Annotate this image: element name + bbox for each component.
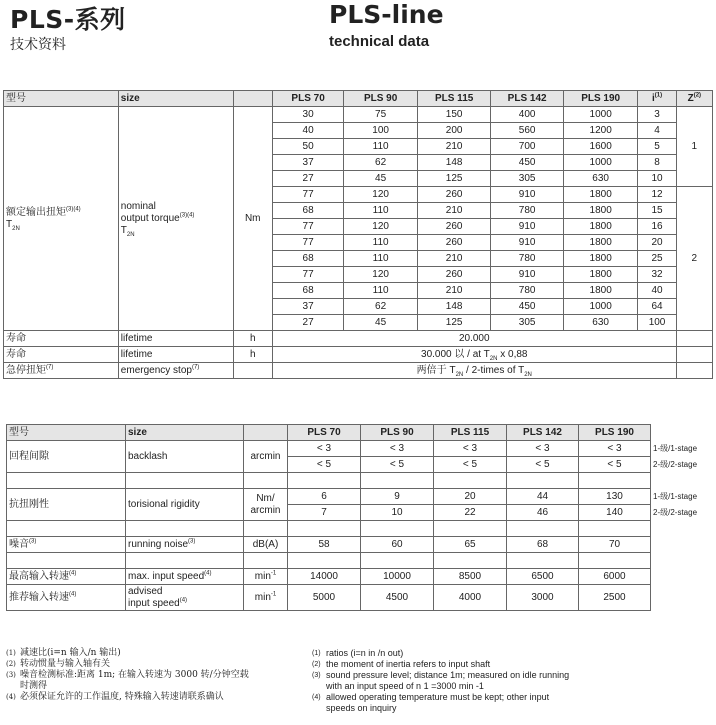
empty-cell bbox=[651, 585, 711, 611]
noise-unit: dB(A) bbox=[244, 537, 288, 553]
max-input-cell: 6500 bbox=[507, 569, 579, 585]
rigidity-cell: 20 bbox=[434, 489, 507, 505]
advised-input-label-en: advised input speed$^{(4)}$ bbox=[126, 585, 244, 611]
stage-label: 2-级/2-stage bbox=[653, 507, 698, 517]
backlash-cell: < 3 bbox=[361, 441, 434, 457]
footnote bbox=[6, 692, 296, 703]
model-header-cn: 型号 bbox=[7, 425, 126, 441]
size-col-header: PLS 190 bbox=[579, 425, 651, 441]
torque-cell: 68 bbox=[272, 251, 344, 267]
torque-cell: 210 bbox=[417, 139, 491, 155]
footnote-text: 减速比(i=n 输入/n 输出) bbox=[20, 648, 121, 658]
torque-cell: 1800 bbox=[563, 267, 638, 283]
backlash-cell: < 5 bbox=[288, 457, 361, 473]
lifetime2-unit: h bbox=[233, 347, 272, 363]
ratio-cell: 4 bbox=[638, 123, 676, 139]
torque-cell: 62 bbox=[344, 299, 418, 315]
advised-input-cell: 4500 bbox=[361, 585, 434, 611]
footnote-text: 必须保证允许的工作温度, 特殊输入转速请联系确认 bbox=[20, 692, 224, 702]
torque-cell: 450 bbox=[491, 299, 564, 315]
torque-cell: 45 bbox=[344, 171, 418, 187]
footnote bbox=[312, 703, 612, 714]
empty-cell bbox=[651, 569, 711, 585]
footnote-text: speeds on inquiry bbox=[326, 703, 397, 713]
size-col-header: PLS 115 bbox=[417, 91, 491, 107]
rigidity-cell: 6 bbox=[288, 489, 361, 505]
stage-label: 1-级/1-stage bbox=[653, 443, 698, 453]
size-col-header: PLS 90 bbox=[344, 91, 418, 107]
torque-cell: 100 bbox=[344, 123, 418, 139]
ratio-cell: 100 bbox=[638, 315, 676, 331]
size-col-header: PLS 142 bbox=[507, 425, 579, 441]
estop-value: 两倍于 $T_{2N}$ / 2-times of $T_{2N}$ bbox=[272, 363, 676, 379]
torque-cell: 1000 bbox=[563, 155, 638, 171]
torque-row bbox=[4, 107, 713, 123]
torque-cell: 120 bbox=[344, 219, 418, 235]
torque-cell: 1800 bbox=[563, 235, 638, 251]
max-input-label-en: max. input speed$^{(4)}$ bbox=[126, 569, 244, 585]
torque-cell: 77 bbox=[272, 235, 344, 251]
torque-cell: 1000 bbox=[563, 299, 638, 315]
page-title-cn: PLS-系列 bbox=[10, 5, 126, 34]
torque-cell: 77 bbox=[272, 219, 344, 235]
ratio-cell: 5 bbox=[638, 139, 676, 155]
torque-cell: 910 bbox=[491, 187, 564, 203]
noise-row bbox=[7, 537, 711, 553]
footnote-number: (3) bbox=[6, 671, 16, 679]
backlash-label-cn: 回程间隙 bbox=[7, 441, 126, 473]
torque-cell: 77 bbox=[272, 267, 344, 283]
torque-cell: 910 bbox=[491, 235, 564, 251]
ratio-header: $i^{(1)}$ bbox=[638, 91, 676, 107]
max-input-row bbox=[7, 569, 711, 585]
torque-cell: 45 bbox=[344, 315, 418, 331]
torque-cell: 1800 bbox=[563, 187, 638, 203]
footnote-number: (1) bbox=[312, 650, 321, 657]
ratio-cell: 8 bbox=[638, 155, 676, 171]
size-col-header: PLS 142 bbox=[491, 91, 564, 107]
torque-cell: 27 bbox=[272, 171, 344, 187]
perf-table-header bbox=[7, 425, 711, 441]
empty-cell bbox=[651, 425, 711, 441]
advised-input-cell: 2500 bbox=[579, 585, 651, 611]
footnote-text: ratios (i=n in /n out) bbox=[326, 648, 404, 658]
ratio-cell: 20 bbox=[638, 235, 676, 251]
torque-cell: 1800 bbox=[563, 203, 638, 219]
footnote-number: (4) bbox=[312, 694, 321, 701]
empty-cell bbox=[676, 347, 712, 363]
torque-cell: 27 bbox=[272, 315, 344, 331]
unit-header bbox=[244, 425, 288, 441]
ratio-cell: 32 bbox=[638, 267, 676, 283]
torque-cell: 210 bbox=[417, 251, 491, 267]
lifetime-value: 20.000 bbox=[272, 331, 676, 347]
torque-cell: 148 bbox=[417, 299, 491, 315]
noise-cell: 58 bbox=[288, 537, 361, 553]
rigidity-cell: 10 bbox=[361, 505, 434, 521]
torque-cell: 37 bbox=[272, 155, 344, 171]
backlash-cell: < 5 bbox=[579, 457, 651, 473]
backlash-cell: < 3 bbox=[434, 441, 507, 457]
advised-input-cell: 4000 bbox=[434, 585, 507, 611]
torque-cell: 1200 bbox=[563, 123, 638, 139]
backlash-cell: < 5 bbox=[361, 457, 434, 473]
lifetime-row bbox=[4, 331, 713, 347]
rigidity-cell: 9 bbox=[361, 489, 434, 505]
backlash-label-en: backlash bbox=[126, 441, 244, 473]
ratio-cell: 25 bbox=[638, 251, 676, 267]
page-title-en: PLS-line bbox=[329, 0, 444, 29]
size-header: size bbox=[118, 91, 233, 107]
footnote bbox=[6, 670, 296, 681]
size-col-header: PLS 115 bbox=[434, 425, 507, 441]
torque-cell: 125 bbox=[417, 315, 491, 331]
torque-cell: 120 bbox=[344, 187, 418, 203]
footnote bbox=[312, 692, 612, 703]
torque-cell: 1800 bbox=[563, 251, 638, 267]
rigidity-cell: 7 bbox=[288, 505, 361, 521]
footnote-text: with an input speed of n 1 =3000 min -1 bbox=[326, 681, 484, 691]
advised-input-unit: $\min^{-1}$ bbox=[244, 585, 288, 611]
noise-cell: 60 bbox=[361, 537, 434, 553]
model-header-cn: 型号 bbox=[4, 91, 119, 107]
torque-table bbox=[3, 90, 713, 379]
noise-cell: 68 bbox=[507, 537, 579, 553]
torque-cell: 110 bbox=[344, 235, 418, 251]
torque-cell: 630 bbox=[563, 315, 638, 331]
max-input-cell: 8500 bbox=[434, 569, 507, 585]
z-header: $Z^{(2)}$ bbox=[676, 91, 712, 107]
torque-cell: 125 bbox=[417, 171, 491, 187]
torque-cell: 910 bbox=[491, 219, 564, 235]
backlash-unit: arcmin bbox=[244, 441, 288, 473]
footnote-text: 时测得 bbox=[20, 681, 48, 691]
footnote-number: (2) bbox=[6, 660, 16, 668]
torque-cell: 50 bbox=[272, 139, 344, 155]
size-col-header: PLS 190 bbox=[563, 91, 638, 107]
footnote bbox=[312, 659, 612, 670]
noise-label-en: running noise$^{(3)}$ bbox=[126, 537, 244, 553]
rigidity-unit: Nm/ arcmin bbox=[244, 489, 288, 521]
noise-label-cn: 噪音$^{(3)}$ bbox=[7, 537, 126, 553]
empty-cell bbox=[676, 331, 712, 347]
footnote bbox=[6, 659, 296, 670]
torque-cell: 210 bbox=[417, 283, 491, 299]
backlash-cell: < 3 bbox=[288, 441, 361, 457]
backlash-cell: < 5 bbox=[434, 457, 507, 473]
rigidity-cell: 44 bbox=[507, 489, 579, 505]
footnote-text: allowed operating temperature must be kept; other input bbox=[326, 692, 550, 702]
footnote-text: 转动惯量与输入轴有关 bbox=[20, 659, 111, 669]
footnote bbox=[6, 648, 296, 659]
lifetime-label-en: lifetime bbox=[118, 331, 233, 347]
torque-cell: 37 bbox=[272, 299, 344, 315]
torque-cell: 260 bbox=[417, 187, 491, 203]
torque-cell: 75 bbox=[344, 107, 418, 123]
z-cell: 2 bbox=[676, 187, 712, 331]
lifetime2-value: 30.000 以 / at $T_{2N}$ x 0,88 bbox=[272, 347, 676, 363]
empty-cell bbox=[676, 363, 712, 379]
size-col-header: PLS 90 bbox=[361, 425, 434, 441]
torque-cell: 1800 bbox=[563, 219, 638, 235]
lifetime-label-cn: 寿命 bbox=[4, 331, 119, 347]
rigidity-cell: 130 bbox=[579, 489, 651, 505]
advised-input-cell: 5000 bbox=[288, 585, 361, 611]
torque-cell: 62 bbox=[344, 155, 418, 171]
footnote bbox=[312, 681, 612, 692]
ratio-cell: 40 bbox=[638, 283, 676, 299]
torque-table-header bbox=[4, 91, 713, 107]
performance-table bbox=[6, 424, 711, 611]
footnote-text: sound pressure level; distance 1m; measured on idle running bbox=[326, 670, 570, 680]
torque-cell: 305 bbox=[491, 315, 564, 331]
backlash-cell: < 3 bbox=[579, 441, 651, 457]
advised-input-label-cn: 推荐输入转速$^{(4)}$ bbox=[7, 585, 126, 611]
torque-cell: 210 bbox=[417, 203, 491, 219]
rigidity-cell: 140 bbox=[579, 505, 651, 521]
rigidity-cell: 22 bbox=[434, 505, 507, 521]
torque-cell: 120 bbox=[344, 267, 418, 283]
lifetime2-label-cn: 寿命 bbox=[4, 347, 119, 363]
torque-unit: Nm bbox=[233, 107, 272, 331]
torque-label-cn: 额定输出扭矩$^{(3)(4)}$ $T_{2N}$ bbox=[4, 107, 119, 331]
rigidity-label-cn: 抗扭刚性 bbox=[7, 489, 126, 521]
noise-cell: 70 bbox=[579, 537, 651, 553]
estop-label-en: emergency stop$^{(7)}$ bbox=[118, 363, 233, 379]
torque-cell: 910 bbox=[491, 267, 564, 283]
size-header: size bbox=[126, 425, 244, 441]
ratio-cell: 12 bbox=[638, 187, 676, 203]
footnote-number: (1) bbox=[6, 649, 16, 657]
ratio-cell: 10 bbox=[638, 171, 676, 187]
rigidity-row-1 bbox=[7, 489, 711, 505]
torque-cell: 780 bbox=[491, 203, 564, 219]
torque-cell: 1600 bbox=[563, 139, 638, 155]
noise-cell: 65 bbox=[434, 537, 507, 553]
footnote-number: (4) bbox=[6, 693, 16, 701]
torque-cell: 400 bbox=[491, 107, 564, 123]
torque-cell: 68 bbox=[272, 203, 344, 219]
ratio-cell: 3 bbox=[638, 107, 676, 123]
ratio-cell: 15 bbox=[638, 203, 676, 219]
torque-cell: 630 bbox=[563, 171, 638, 187]
torque-cell: 700 bbox=[491, 139, 564, 155]
torque-cell: 110 bbox=[344, 139, 418, 155]
footnote-text: 噪音检测标准:距离 1m; 在输入转速为 3000 转/分钟空载 bbox=[20, 670, 249, 680]
footnote-number: (3) bbox=[312, 672, 321, 679]
max-input-cell: 14000 bbox=[288, 569, 361, 585]
max-input-cell: 6000 bbox=[579, 569, 651, 585]
rigidity-cell: 46 bbox=[507, 505, 579, 521]
max-input-label-cn: 最高输入转速$^{(4)}$ bbox=[7, 569, 126, 585]
footnote-number: (2) bbox=[312, 661, 321, 668]
estop-row bbox=[4, 363, 713, 379]
torque-cell: 200 bbox=[417, 123, 491, 139]
lifetime-unit: h bbox=[233, 331, 272, 347]
advised-input-row bbox=[7, 585, 711, 611]
estop-label-cn: 急停扭矩$^{(7)}$ bbox=[4, 363, 119, 379]
stage-label: 1-级/1-stage bbox=[653, 491, 698, 501]
torque-cell: 1800 bbox=[563, 283, 638, 299]
torque-cell: 40 bbox=[272, 123, 344, 139]
footnote bbox=[312, 670, 612, 681]
size-col-header: PLS 70 bbox=[272, 91, 344, 107]
backlash-row-1 bbox=[7, 441, 711, 457]
spacer-row bbox=[7, 473, 711, 489]
footnotes-cn bbox=[6, 648, 296, 703]
torque-cell: 110 bbox=[344, 203, 418, 219]
torque-cell: 780 bbox=[491, 251, 564, 267]
backlash-cell: < 5 bbox=[507, 457, 579, 473]
lifetime2-label-en: lifetime bbox=[118, 347, 233, 363]
subtitle-cn: 技术资料 bbox=[10, 37, 66, 53]
lifetime2-row bbox=[4, 347, 713, 363]
spacer-row bbox=[7, 553, 711, 569]
rigidity-label-en: torisional rigidity bbox=[126, 489, 244, 521]
torque-cell: 560 bbox=[491, 123, 564, 139]
empty-cell bbox=[233, 363, 272, 379]
advised-input-cell: 3000 bbox=[507, 585, 579, 611]
size-col-header: PLS 70 bbox=[288, 425, 361, 441]
torque-cell: 148 bbox=[417, 155, 491, 171]
torque-cell: 450 bbox=[491, 155, 564, 171]
torque-cell: 110 bbox=[344, 251, 418, 267]
empty-cell bbox=[651, 537, 711, 553]
subtitle-en: technical data bbox=[329, 33, 430, 50]
torque-cell: 780 bbox=[491, 283, 564, 299]
torque-cell: 260 bbox=[417, 219, 491, 235]
max-input-unit: $\min^{-1}$ bbox=[244, 569, 288, 585]
torque-label-en: nominal output torque$^{(3)(4)}$ $T_{2N}$ bbox=[118, 107, 233, 331]
ratio-cell: 64 bbox=[638, 299, 676, 315]
unit-header bbox=[233, 91, 272, 107]
z-cell: 1 bbox=[676, 107, 712, 187]
ratio-cell: 16 bbox=[638, 219, 676, 235]
spacer-row bbox=[7, 521, 711, 537]
torque-cell: 1000 bbox=[563, 107, 638, 123]
max-input-cell: 10000 bbox=[361, 569, 434, 585]
footnote-text: the moment of inertia refers to input shaft bbox=[326, 659, 491, 669]
footnotes-en bbox=[312, 648, 612, 714]
torque-cell: 260 bbox=[417, 235, 491, 251]
torque-cell: 110 bbox=[344, 283, 418, 299]
footnote bbox=[6, 681, 296, 692]
torque-cell: 77 bbox=[272, 187, 344, 203]
torque-cell: 68 bbox=[272, 283, 344, 299]
torque-cell: 260 bbox=[417, 267, 491, 283]
backlash-cell: < 3 bbox=[507, 441, 579, 457]
torque-cell: 30 bbox=[272, 107, 344, 123]
stage-label: 2-级/2-stage bbox=[653, 459, 698, 469]
torque-cell: 305 bbox=[491, 171, 564, 187]
footnote bbox=[312, 648, 612, 659]
torque-cell: 150 bbox=[417, 107, 491, 123]
